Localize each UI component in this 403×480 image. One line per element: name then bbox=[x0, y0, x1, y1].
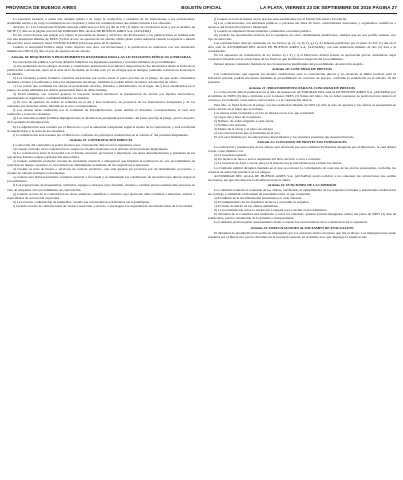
paragraph: g) Los oferentes podrán formular impugnaciones al dictamen de preadjudicación dentro del plazo que fije el pliego, previo depósito de la garantía de impugnación. bbox=[7, 116, 195, 125]
header-publication: BOLETÍN OFICIAL bbox=[181, 5, 222, 10]
paragraph: Las ofertas serán evaluadas y el acto se labrará en un acta que contendrá: bbox=[214, 110, 315, 115]
paragraph: h) La locación o adquisición de inmuebles, cuando sus características particulares así lo justifiquen. bbox=[13, 199, 150, 204]
paragraph: c) La Gerencia de Área o sector que por la materia sea la más idónea para evaluar las ofertas. bbox=[214, 161, 342, 166]
article-heading: Artículo 24: IMPUGNACIONES AL DICTAMEN DE EVALUACIÓN bbox=[250, 225, 354, 230]
paragraph: d) Monto de la oferta y el plazo de entrega. bbox=[214, 126, 274, 131]
paragraph: Cuando la Autoridad Pública tenga como objetivo una obra, las invitaciones y la publicación se realizarán con una antelación mínima de CINCO (5) días al acto de apertura de las ofertas. bbox=[7, 45, 195, 54]
paragraph: La Comisión emitirá dictamen fundado en el que se evaluará la conveniencia de cada una de las ofertas presentadas, conforme los criterios de selección previstos en los pliegos. bbox=[208, 165, 396, 174]
paragraph: a) Lugar, día y hora de la apertura. bbox=[214, 114, 262, 119]
header-date-page: LA PLATA, VIERNES 23 DE SEPTIEMBRE DE 2016 PÁGINA 27 bbox=[260, 5, 397, 10]
paragraph: La convocatoria deberá publicarse en el sitio de internet de AUTORIDAD DEL AGUA DE BUENOS AIRES S.A. (AUSABA) por el término de TRES (3) días e invitarse a por lo menos TRES (3) firmas del rubro. De no haber respuesta, se podrá declarar desierto el concurso, procediendo a una nueva convocatoria o a la contratación directa. bbox=[208, 90, 396, 103]
paragraph: f) Las ofertas serán analizadas por la Comisión de Preadjudicación, quien emitirá el dictamen correspondiente, el cual será notificado a todos los oferentes. bbox=[7, 108, 195, 117]
article-heading: Artículo 19: CONTRATACIÓN DIRECTA bbox=[69, 138, 133, 143]
paragraph: Las contrataciones que superen los montos establecidos para la contratación directa y no alcancen el límite previsto para la licitación privada, podrán efectuarse mediante el procedimiento de concurso de precios, conforme lo establecido en el artículo 10 del presente. bbox=[208, 71, 396, 84]
paragraph: e) Cuando una licitación hubiere resultado desierta o fracasada y se mantengan las condiciones de necesidad que dieron origen al procedimiento. bbox=[7, 175, 195, 184]
text-column-right bbox=[208, 17, 396, 477]
paragraph: b) La contratación entre la Sociedad con el Estado nacional, provincial o municipal, sus entes descentralizados y entidades en las que dichos Estados tengan participación mayoritaria. bbox=[7, 151, 195, 160]
paragraph: c) Cuando existieren probadas razones de necesidad, urgencia o emergencia que impidan la realización de otro procedimiento de selección en tiempo oportuno, lo cual deberá ser debidamente acreditado en las respectivas actuaciones. bbox=[7, 159, 195, 168]
paragraph: k) Las contrataciones con entidades públicas o privadas sin fines de lucro, universidades nacionales y organismos científicos o técnicos del Estado Provincial o Municipal. bbox=[208, 21, 396, 30]
paragraph: m) Cuando las necesidades técnicas así lo requieran, en casos debidamente justificados, siempre que no sea posible realizar otro tipo de selección. bbox=[208, 33, 396, 42]
paragraph: La Gerencia General, a quien este designe tendrá a su cargo la confección y remisión de las invitaciones a los participantes. Asimismo tendrá a su cargo la remisión de las circulares y todas las comunicaciones que deban cursarse a los oferentes. bbox=[7, 17, 195, 26]
paragraph: El dictamen de la Comisión será notificado a todos los oferentes, quienes podrán impugnarlo dentro del plazo de TRES (3) días de notificados, previa constitución de la garantía correspondiente. bbox=[208, 212, 396, 221]
paragraph: Para ello, se fijará fecha en el pliego con una antelación mínima de DOS (2) días al acto de apertura y las ofertas se presentarán en sobre cerrado en el lugar que se indique. bbox=[208, 102, 396, 111]
paragraph: a) El análisis de la documentación presentada por cada oferente. bbox=[214, 196, 303, 201]
paragraph: c) Los sobres que contienen las ofertas se presentarán cerrados, firmados e identificados, en el lugar, día y hora establecidos en el pliego; no serán admitidas las ofertas presentadas fuera de dicho término. bbox=[7, 84, 195, 93]
paragraph: b) Los oferentes podrán formular consultas aclaratorias por escrito hasta el plazo previsto en el pliego, las que serán contestadas mediante circular y notificadas a todos los adquirentes del pliego. También se podrán emitir circulares aclaratorias de oficio. bbox=[7, 75, 195, 84]
paragraph: e) El acto de apertura de sobres se realizará en el día y hora indicados, en presencia de los funcionarios designados y de los oferentes que desearen asistir, labrándose el acta correspondiente. bbox=[7, 100, 195, 109]
paragraph: i) Cuando se trate de contrataciones de carácter reservado o secreto, o que hagan a la seguridad de las instalaciones de la Sociedad. bbox=[13, 203, 193, 208]
text-column-left bbox=[7, 17, 195, 477]
header-rule bbox=[6, 13, 397, 14]
paragraph: La evaluación y preselección de las ofertas será efectuada por una Comisión Evaluadora designada por el Directorio, la cual deberá contar como mínimo con: bbox=[208, 145, 396, 154]
paragraph: El acta será firmada por los funcionarios intervinientes y los oferentes presentes que desearen hacerlo. bbox=[214, 134, 355, 139]
paragraph: a) La Gerencia General. bbox=[214, 153, 248, 158]
paragraph: b) Número de orden asignado a cada oferta. bbox=[214, 118, 275, 123]
paragraph: La Comisión podrá requerir asesoramiento técnico cuando las características de la contratación así lo requieran. bbox=[214, 220, 368, 225]
paragraph: AUTORIDAD DEL AGUA DE BUENOS AIRES S.A. (AUSABA) podrá solicitar a los oferentes las aclaraciones que estime necesarias, sin que ello importe la modificación de la oferta. bbox=[208, 173, 396, 182]
paragraph: En los supuestos de contratación de los incisos e) a h) y l) el Directorio deberá prestar su aprobación previa, debiéndose dejar constancia fundada en las actuaciones de los motivos que justifican la adopción del procedimiento. bbox=[208, 53, 396, 62]
article-heading: Artículo 23: FUNCIONES DE LA COMISIÓN bbox=[267, 183, 337, 188]
paragraph: g) Cuando se trate de la contratación de obras artísticas, científicas o técnicas cuya ejecución deba confiarse a empresas, artistas o especialistas de reconocida capacidad. bbox=[7, 191, 195, 200]
paragraph: La selección del contratista se podrá efectuar por contratación directa en los siguientes casos: bbox=[13, 143, 142, 147]
paragraph: e) Las observaciones que se formulen en el acto. bbox=[214, 130, 281, 135]
paragraph: c) El orden de mérito de las ofertas admisibles. bbox=[214, 204, 279, 209]
paragraph: h) La adjudicación será resuelta por el Directorio o por la autoridad competente según el monto de la contratación, y será notificada al adjudicatario y al resto de los oferentes. bbox=[7, 124, 195, 133]
article-heading: Artículo 18: REQUISITOS Y PROCEDIMIENTO REQUERIDO PARA LAS LICITACIONES PÚBLICAS O PRIVADAS bbox=[11, 54, 191, 59]
paragraph: En las convocatorias que tengan por objeto la provisión de bienes y servicios, las invitaciones y las publicaciones se establecerán con una antelación mínima de TRES (3) días al acto de apertura de las ofertas. Dicho plazo podrá reducirse cuando la urgencia o interés del servicio así lo requiera, hasta VEINTICUATRO (24) horas antes de la apertura. bbox=[7, 33, 195, 46]
header-province: PROVINCIA DE BUENOS AIRES bbox=[6, 5, 77, 10]
paragraph: b) Un técnico de Área o sector requirente del bien, servicio u obra a contratar. bbox=[214, 157, 321, 162]
paragraph: f) Las reparaciones de maquinarias, vehículos, equipos o motores cuyo desarme, traslado o examen previo resulten más onerosos en caso de adoptarse otro procedimiento de contratación. bbox=[7, 183, 195, 192]
paragraph: d) Cuando se trate de bienes o servicios de carácter exclusivo, que sólo puedan ser provistos por un determinado proveedor, o cuando no existan sustitutos convenientes. bbox=[7, 167, 195, 176]
paragraph: d) La recomendación sobre la resolución a adoptar para concluir el procedimiento. bbox=[214, 208, 328, 213]
paragraph: En toda licitación pública o privada deberán cumplirse los siguientes requisitos y recaudos mínimos de procedimiento: bbox=[13, 59, 177, 64]
paragraph: i) La adjudicación será resuelta por el Directorio conforme los principios establecidos en el artículo 4º del presente Reglamento. bbox=[13, 132, 190, 137]
paragraph: Deberá dejarse constancia fundada de las circunstancias justificantes del procedimiento de selección elegido. bbox=[214, 61, 364, 66]
paragraph: La Comisión evaluará el contenido de las ofertas, verificando el cumplimiento de los requisitos formales y sustanciales establecidos en el pliego y emitiendo el dictamen de preadjudicación, el que contendrá: bbox=[208, 188, 396, 197]
article-heading: Artículo 20: CONCURSO DE PRECIOS bbox=[272, 67, 332, 72]
paragraph: El dictamen de preadjudicación podrá ser impugnado por los oferentes dentro del plazo que fije el pliego. Las impugnaciones serán resueltas por el Directorio, previo dictamen de la Gerencia General, en el mismo acto que disponga la adjudicación. bbox=[208, 230, 396, 239]
page-header bbox=[6, 3, 397, 12]
article-heading: Artículo 21: PROCEDIMIENTO PARA EL CONCURSO DE PRECIOS bbox=[248, 85, 356, 90]
paragraph: d) Podrá también, con carácter general, la Gerencia General establecer la presentación de ofertas por medios electrónicos, garantizando la seguridad y confidencialidad de las mismas. bbox=[7, 92, 195, 101]
paragraph: j) Cuando se trate de bienes cuyos precios sean establecidos por el Estado Nacional o Provincial. bbox=[214, 17, 348, 21]
paragraph: a) Los ejemplares de los pliegos de bases y condiciones particulares se pondrán a disposición de los interesados desde la fecha de la publicación o invitación, tanto en la sede de la Sociedad, en el sitio web y/o en el lugar que se designe, pudiendo cobrarse un arancel por los mismos. bbox=[7, 63, 195, 76]
paragraph: c) Nombre del oferente. bbox=[214, 122, 247, 127]
paragraph: Las contrataciones directas realizadas en los incisos a), b), c), d), f), g), l), ll) deberán publicarse por el plazo de UN (1) día en el sitio web de AUTORIDAD DEL AGUA DE BUENOS AIRES S.A. (AUSABA), con una antelación mínima de dos (2) días a la contratación. bbox=[208, 41, 396, 54]
paragraph: l) Cuando se adquieran bienes muebles o inmuebles en remate público. bbox=[214, 29, 312, 34]
paragraph: a) Cuando el monto de la contratación no supere los montos indicados en el artículo 10 del presente Reglamento. bbox=[13, 147, 169, 152]
article-heading: Artículo 22: CONCURSO DE PROYECTOS INTEGRALES bbox=[257, 140, 347, 145]
paragraph: b) El cumplimiento de los requisitos técnicos y económicos exigidos. bbox=[214, 200, 310, 205]
paragraph: Artículo 17: Las Licitaciones Privadas deberán publicarse por UN (1) día en UN (1) diario de circulación local y por el término de SIETE (7) días en la página web del AUTORIDAD DEL AGUA DE BUENOS AIRES S.A. (AUSABA). bbox=[7, 25, 195, 34]
